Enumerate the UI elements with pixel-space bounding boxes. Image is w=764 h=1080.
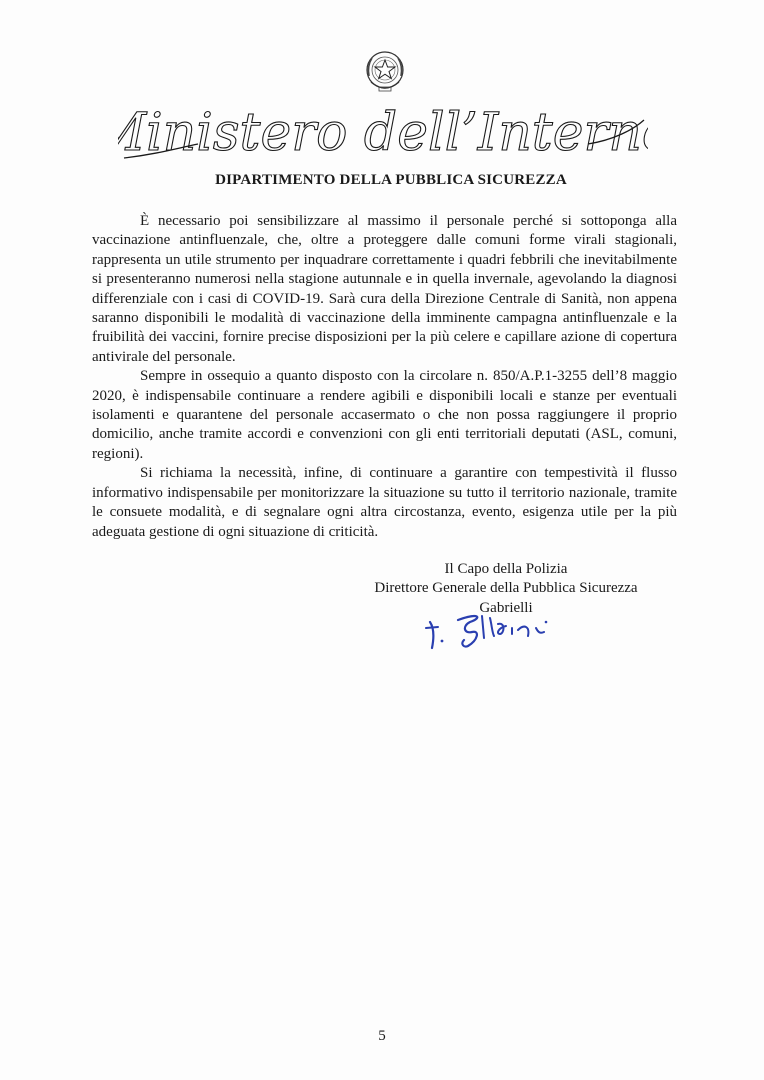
letter-body (92, 212, 677, 542)
paragraph: Sempre in ossequio a quanto disposto con la circolare n. 850/A.P.1-3255 dell’8 maggio 2020, è indispensabile continuare a rendere agibili e disponibili locali e stanze per eventuali isolamenti e quarantene del personale accasermato o che non possa raggiungere il proprio domicilio, anche tramite accordi e convenzioni con gli enti territoriali deputati (ASL, comuni, regioni). (92, 368, 677, 462)
paragraph: Si richiama la necessità, infine, di continuare a garantire con tempestività il flusso informativo indispensabile per monitorizzare la situazione su tutto il territorio nazionale, tramite le consuete modalità, e di segnalare ogni altra circostanza, evento, esigenza utile per la più adeguata gestione di ogni situazione di criticità. (92, 465, 677, 540)
ministry-title-text: Ministero dell’Interno (118, 103, 648, 163)
page-number: 5 (378, 1028, 386, 1044)
signatory-title: Direttore Generale della Pubblica Sicurezza (374, 580, 638, 597)
handwritten-signature (420, 604, 570, 654)
signatory-role: Il Capo della Polizia (444, 561, 568, 577)
department-heading: DIPARTIMENTO DELLA PUBBLICA SICUREZZA (215, 172, 567, 188)
paragraph: È necessario poi sensibilizzare al massimo il personale perché si sottoponga alla vaccinazione antinfluenzale, che, oltre a proteggere dalle comuni forme virali stagionali, rappresenta un utile strumento per inquadrare correttamente i quadri febbrili che inevitabilmente si presenteranno numerosi nella stagione autunnale e in quella invernale, agevolando la diagnosi differenziale con i casi di COVID-19. Sarà cura della Direzione Centrale di Sanità, non appena saranno disponibili le modalità di vaccinazione della imminente campagna antinfluenzale e la fruibilità dei vaccini, fornire precise disposizioni per la più celere e capillare azione di copertura antivirale del personale. (92, 213, 677, 365)
ministry-title (118, 100, 648, 170)
signatory-name: Gabrielli (479, 599, 533, 616)
italian-republic-emblem-icon (362, 46, 408, 98)
